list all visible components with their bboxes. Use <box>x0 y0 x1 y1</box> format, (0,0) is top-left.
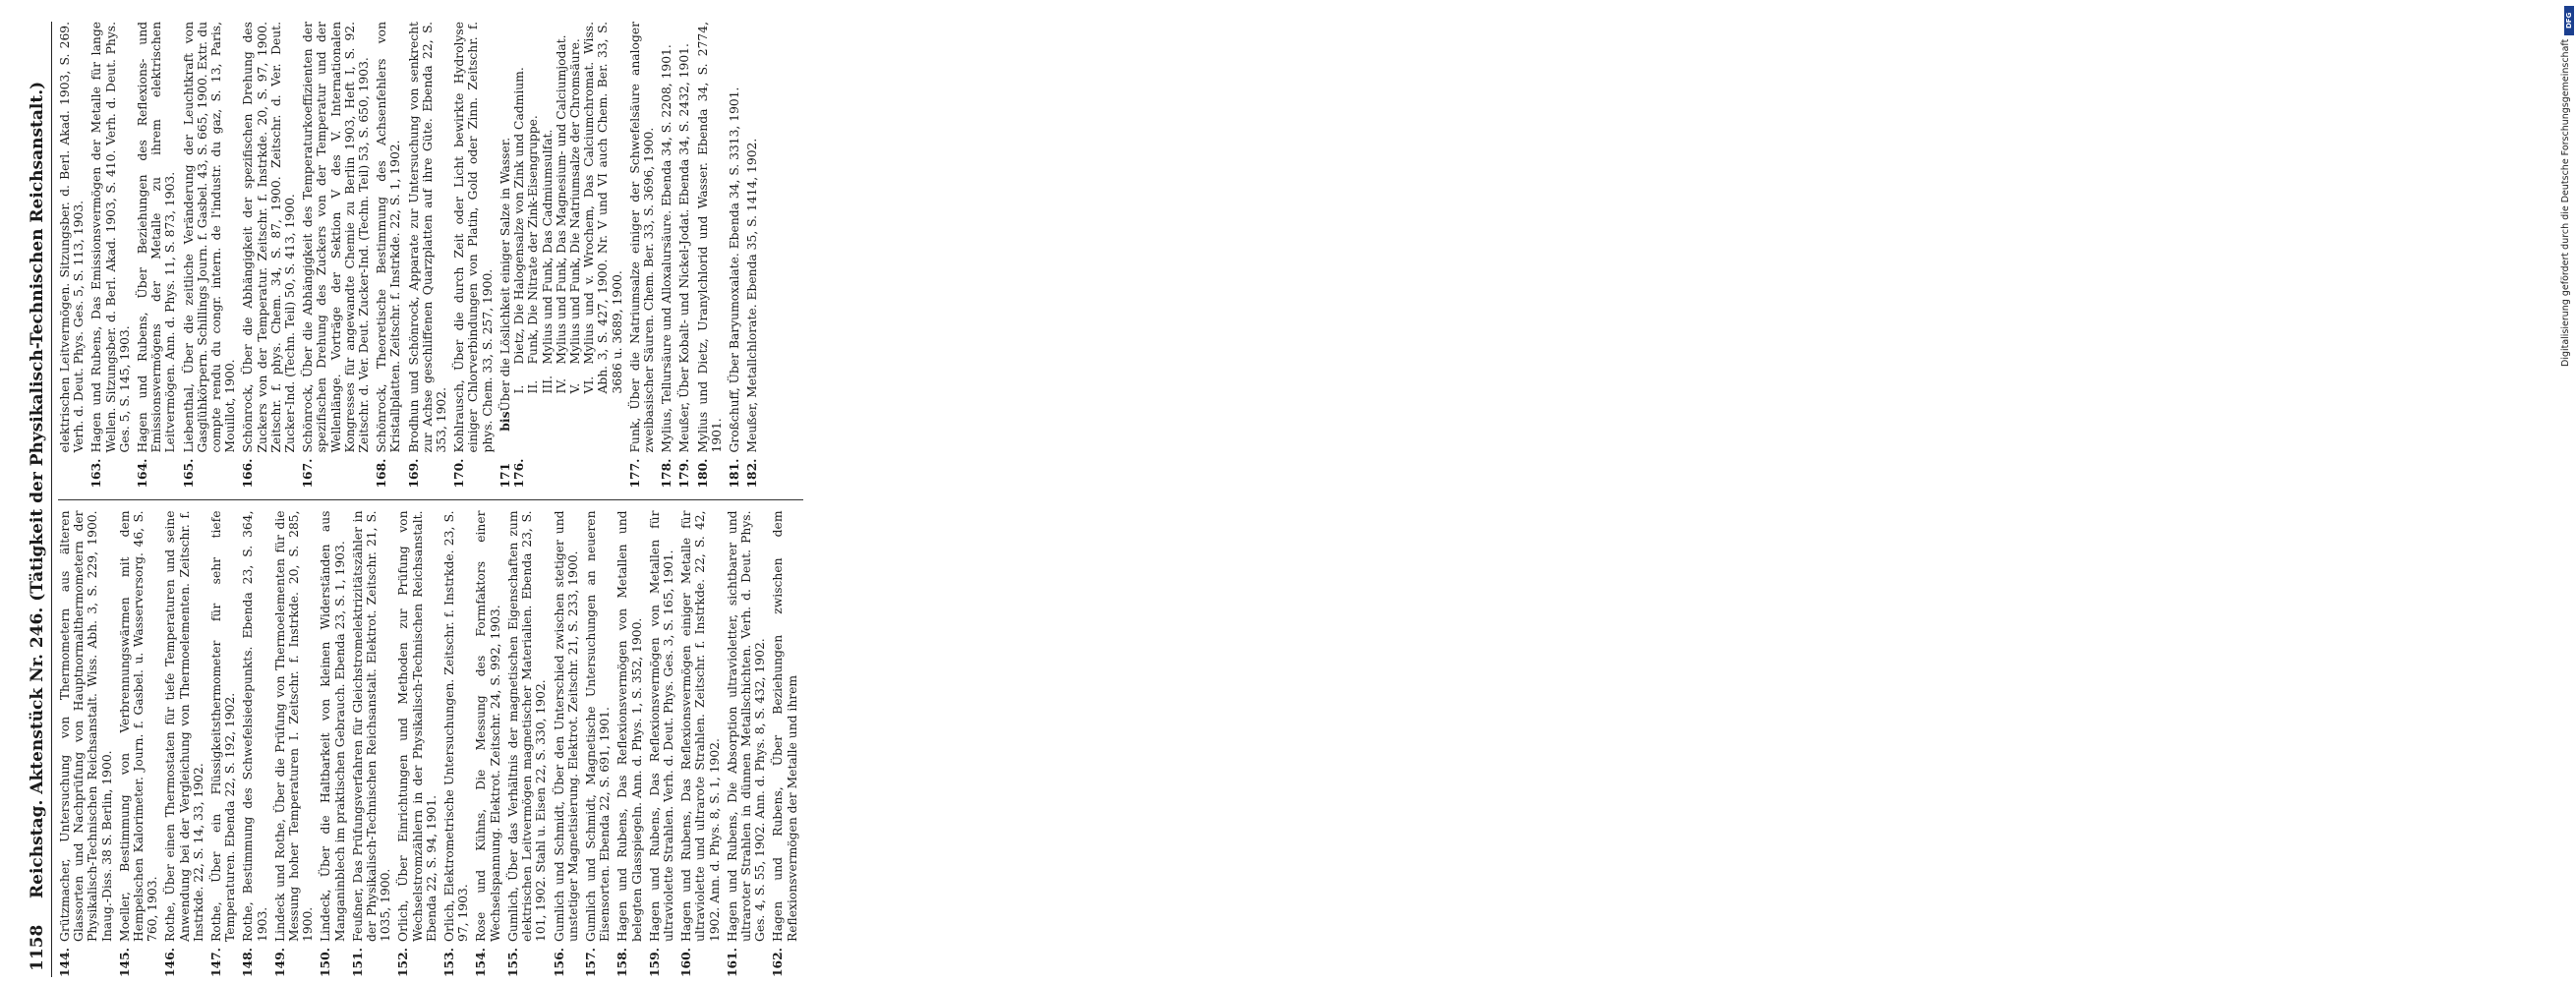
entry-number: 153. <box>441 948 457 977</box>
bibliography-entry <box>319 511 346 978</box>
entry-number: 166. <box>240 458 256 489</box>
bibliography-entry <box>745 22 759 489</box>
digitization-credit: Digitalisierung gefördert durch die Deutsche Forschungsgemeinschaft <box>2560 39 2571 368</box>
entry-citation: Hagen und Rubens, Über Beziehungen des Reflexions- und Emissionsvermögens der Metalle zu ihrem elektrischen Leitvermögen. Ann. d. Phys. 11, S. 873, 1903. <box>136 22 178 453</box>
entry-text <box>728 22 741 453</box>
entry-number: 144. <box>57 948 72 977</box>
entry-number: 157. <box>582 948 598 977</box>
sub-entry <box>512 22 526 412</box>
entry-citation: Hagen und Rubens, Das Emissionsvermögen der Metalle für lange Wellen. Sitzungsber. d. Berl. Akad. 1903, S. 410. Verh. d. Deut. Phys. Ges. 5, S. 145, 1903. <box>89 22 132 453</box>
entry-citation: Hagen und Rubens, Die Absorption ultravioletter, sichtbarer und ultraroter Strahlen in dünnen Metallschichten. Verh. d. Deut. Phys. Ges. 4, S. 55, 1902. Ann. d. Phys. 8, S. 432, 1902. <box>725 510 768 942</box>
entry-text <box>301 22 371 453</box>
entry-number: 145. <box>116 948 132 977</box>
entry-citation: Meußer, Metallchlorate. Ebenda 35, S. 1414, 1902. <box>745 138 760 453</box>
entry-citation: Kohlrausch, Über die durch Zeit oder Licht bewirkte Hydrolyse einiger Chlorverbindungen von Platin, Gold oder Zinn. Zeitschr. f. phys. Chem. 33, S. 257, 1900. <box>452 22 495 453</box>
entry-number: 156. <box>551 948 566 977</box>
bibliography-entry <box>118 511 160 978</box>
bibliography-entry <box>273 511 316 978</box>
entry-text <box>163 511 205 943</box>
entry-number: 164. <box>135 458 150 489</box>
sub-entry-text: Dietz, Die Halogensalze von Zink und Cadmium. <box>512 67 527 365</box>
bibliography-entry <box>696 22 724 489</box>
entry-text <box>58 22 86 453</box>
entry-number: 167. <box>300 458 316 489</box>
dfg-logo: DFG <box>2564 6 2574 35</box>
bibliography-entry <box>241 22 297 489</box>
entry-text <box>726 511 768 943</box>
entry-number: 159. <box>646 948 662 977</box>
entry-number: 158. <box>615 948 630 977</box>
entry-text <box>506 511 549 943</box>
entry-number: 155. <box>504 948 520 977</box>
entry-citation: Mylius, Tellursäure und Alloxalursäure. Ebenda 34, S. 2208, 1901. <box>660 44 674 453</box>
bibliography-entry <box>771 511 798 978</box>
sub-entry-numeral: IV. <box>554 378 568 394</box>
entry-text <box>696 22 724 453</box>
bibliography-entry <box>726 511 768 978</box>
bibliography-entry <box>615 511 643 978</box>
bibliography-entry <box>506 511 549 978</box>
entry-text <box>660 22 673 453</box>
entry-text <box>273 511 316 943</box>
entry-citation: Gumlich, Über das Verhältnis der magnetischen Eigenschaften zum elektrischen Leitvermögen magnetischer Materialien. Ebenda 23, S. 101, 1902. Stahl u. Eisen 22, S. 330, 1902. <box>505 510 549 942</box>
bibliography-entry <box>301 22 371 489</box>
bibliography-entry <box>628 22 656 489</box>
entry-number: 169. <box>405 458 421 489</box>
bibliography-entry <box>182 22 238 489</box>
sub-entry <box>541 22 555 412</box>
entry-citation: Hagen und Rubens, Das Reflexionsvermögen von Metallen und belegten Glasspiegeln. Ann. d. Phys. 1, S. 352, 1900. <box>615 510 644 942</box>
entry-number: 162. <box>770 948 786 977</box>
entry-citation: Orlich, Über Einrichtungen und Methoden zur Prüfung von Wechselstromzählern in der Physikalisch-Technischen Reichsanstalt. Ebenda 22, S. 94, 1901. <box>396 510 439 942</box>
entry-citation: Hagen und Rubens, Über Beziehungen zwischen dem Reflexionsvermögen der Metalle und ihrem <box>771 510 799 942</box>
bibliography-entry <box>452 22 495 489</box>
entry-citation: Rothe, Über ein Flüssigkeitsthermometer für sehr tiefe Temperaturen. Ebenda 22, S. 192, 1902. <box>209 510 238 942</box>
entry-text <box>396 511 439 943</box>
entry-citation: Hagen und Rubens, Das Reflexionsvermögen von Metallen für ultraviolette Strahlen. Verh. d. Deut. Phys. Ges. 3, S. 165, 1901. <box>647 510 675 942</box>
entry-citation: Liebenthal, Über die zeitliche Veränderung der Leuchtkraft von Gasglühkörpern. Schillings Journ. f. Gasbel. 43, S. 665, 1900. Extr. du compte rendu du congr. intern. de l'industr. du gaz, S. 13, Paris, Mouillot, 1900. <box>181 22 238 453</box>
sub-entry <box>582 22 624 412</box>
entry-citation: Grützmacher, Untersuchung von Thermometern aus älteren Glassorten und Nachprüfung von Hauptnormalthermometern der Physikalisch-Technischen Reichsanstalt. Wiss. Abh. 3, S. 229, 1900. Inaug.-Diss. 38 S. Berlin, 1900. <box>58 510 114 942</box>
bibliography-entry <box>553 511 580 978</box>
entry-number: 177. <box>626 458 642 489</box>
bibliography-entry <box>584 511 612 978</box>
credit-strip <box>1276 0 2573 983</box>
entry-text <box>89 22 132 453</box>
sub-entry-text: Mylius und v. Wrochem, Das Calciumchromat. Wiss. Abh. 3, S. 427, 1900. Nr. V und VI auch Chem. Ber. 33, S. 3686 u. 3689, 1900. <box>582 22 624 394</box>
entry-citation: Feußner, Das Prüfungsverfahren für Gleichstromelektrizitätszähler in der Physikalisch-Technischen Reichsanstalt. Elektrot. Zeitschr. 21, S. 1035, 1900. <box>350 510 393 942</box>
entry-number: 179. <box>676 458 692 489</box>
bibliography-entry <box>136 22 178 489</box>
bibliography-entry <box>660 22 673 489</box>
sub-entry-numeral: III. <box>540 376 555 394</box>
bibliography-entry <box>351 511 393 978</box>
sub-entry-numeral: V. <box>567 382 582 394</box>
entry-text <box>136 22 178 453</box>
page-title: Reichstag. Aktenstück Nr. 246. (Tätigkeit der Physikalisch-Technischen Reichsanstalt.) <box>28 81 47 898</box>
entry-text <box>58 511 114 943</box>
entry-citation: elektrischen Leitvermögen. Sitzungsber. d. Berl. Akad. 1903, S. 269. Verh. d. Deut. Phys. Ges. 5, S. 113, 1903. <box>58 22 87 453</box>
sub-entry <box>526 22 540 412</box>
entry-number: 147. <box>208 948 224 977</box>
entry-text <box>677 22 691 453</box>
entry-citation: Großchuff, Über Baryumoxalate. Ebenda 34, S. 3313, 1901. <box>727 87 741 453</box>
bibliography-entry <box>728 22 741 489</box>
bibliography-entry <box>648 511 675 978</box>
entry-text <box>319 511 346 943</box>
entry-number: 182. <box>744 458 760 489</box>
entry-number: 146. <box>162 948 178 977</box>
entry-text <box>648 511 675 943</box>
entry-citation: Schönrock, Theoretische Bestimmung des Achsenfehlers von Kristallplatten. Zeitschr. f. Instrkde. 22, S. 1, 1902. <box>375 22 403 453</box>
entry-citation: Lindeck und Rothe, Über die Prüfung von Thermoelementen für die Messung hoher Temperaturen I. Zeitschr. f. Instrkde. 20, S. 285, 1900. <box>272 510 316 942</box>
entry-text <box>351 511 393 943</box>
entry-text <box>182 22 238 453</box>
bibliography-entry <box>241 511 268 978</box>
left-column <box>58 500 803 978</box>
entry-citation: Rothe, Bestimmung des Schwefelsiedepunkts. Ebenda 23, S. 364, 1903. <box>241 510 269 942</box>
sub-entry <box>555 22 568 412</box>
entry-text <box>209 511 237 943</box>
entry-number: 170. <box>451 458 467 489</box>
entry-number: 165. <box>180 458 196 489</box>
page-header <box>20 22 52 977</box>
bibliography-entry <box>209 511 237 978</box>
sub-entry-numeral: VI. <box>582 376 597 394</box>
page-number: 1158 <box>28 924 47 971</box>
bibliography-entry <box>58 22 86 489</box>
entry-citation: Hagen und Rubens, Das Reflexionsvermögen einiger Metalle für ultraviolette und ultrarote Strahlen. Zeitschr. f. Instrkde. 22, S. 42, 1902. Ann. d. Phys. 8, S. 1, 1902. <box>679 510 722 942</box>
entry-citation: Funk, Über die Natriumsalze einiger der Schwefelsäure analoger zweibasischer Säuren. Chem. Ber. 33, S. 3696, 1900. <box>627 22 656 453</box>
sub-entry-text: Funk, Die Nitrate der Zink-Eisengruppe. <box>526 115 541 365</box>
entry-number: 171 bis 176. <box>497 411 527 489</box>
entry-citation: Rothe, Über einen Thermostaten für tiefe Temperaturen und seine Anwendung bei der Vergleichung von Thermoelementen. Zeitschr. f. Instrkde. 22, S. 14, 33, 1902. <box>163 510 205 942</box>
sub-entry <box>568 22 582 412</box>
right-column <box>58 22 803 489</box>
bibliography-entry <box>442 511 470 978</box>
entry-text <box>615 511 643 943</box>
entry-citation: Moeller, Bestimmung von Verbrennungswärmen mit dem Hempelschen Kalorimeter. Journ. f. Gasbel. u. Wasserversorg. 46, S. 760, 1903. <box>117 510 160 942</box>
entry-text <box>452 22 495 453</box>
entry-number: 163. <box>88 458 104 489</box>
entry-citation: Gumlich und Schmidt, Magnetische Untersuchungen an neueren Eisensorten. Ebenda 22, S. 691, 1901. <box>583 510 613 942</box>
sub-entry-text: Mylius und Funk, Die Natriumsalze der Chromsäure. <box>567 38 582 365</box>
entry-number: 151. <box>349 948 365 977</box>
entry-text <box>745 22 759 453</box>
entry-citation: Lindeck, Über die Haltbarkeit von kleinen Widerständen aus Manganinblech im praktischen Gebrauch. Ebenda 23, S. 1, 1903. <box>319 510 347 942</box>
entry-citation: Schönrock, Über die Abhängigkeit der spezifischen Drehung des Zuckers von der Temperatur. Zeitschr. f. Instrkde. 20, S. 97, 1900. Zeitschr. f. phys. Chem. 34, S. 87, 1900. Zeitschr. d. Ver. Deut. Zucker-Ind. (Techn. Teil) 50, S. 413, 1900. <box>241 22 298 453</box>
entry-text <box>498 22 624 412</box>
entry-number: 180. <box>694 458 710 489</box>
bibliography-entry <box>375 22 402 489</box>
entry-citation: Rose und Kühns, Die Messung des Formfaktors einer Wechselspannung. Elektrot. Zeitschr. 24, S. 992, 1903. <box>474 510 502 942</box>
entry-text <box>679 511 722 943</box>
entry-text <box>474 511 501 943</box>
entry-number: 152. <box>395 948 411 977</box>
document-page <box>20 22 1209 977</box>
bibliography-entry <box>679 511 722 978</box>
bibliography-entry <box>474 511 501 978</box>
entry-number: 148. <box>240 948 256 977</box>
entry-text <box>375 22 402 453</box>
entry-text <box>118 511 160 943</box>
entry-text <box>241 22 297 453</box>
entry-text <box>628 22 656 453</box>
entry-citation: Mylius und Dietz, Uranylchlorid und Wasser. Ebenda 34, S. 2774, 1901. <box>695 22 724 453</box>
bibliography-entry <box>407 22 449 489</box>
entry-number: 160. <box>678 948 694 977</box>
entry-number: 168. <box>374 458 389 489</box>
sub-entry-text: Mylius und Funk, Das Cadmiumsulfat. <box>540 129 555 365</box>
entry-number: 149. <box>271 948 287 977</box>
entry-text <box>553 511 580 943</box>
entry-number: 154. <box>473 948 489 977</box>
entry-number: 181. <box>726 458 741 489</box>
entry-text <box>442 511 470 943</box>
entry-number: 178. <box>659 458 674 489</box>
entry-number: 150. <box>318 948 333 977</box>
entry-citation: Orlich, Elektrometrische Untersuchungen. Zeitschr. f. Instrkde. 23, S. 97, 1903. <box>442 510 471 942</box>
sub-entry-numeral: I. <box>512 384 527 394</box>
sub-entry-numeral: II. <box>526 379 541 394</box>
entry-text <box>407 22 449 453</box>
bibliography-entry <box>89 22 132 489</box>
bibliography-entry <box>677 22 691 489</box>
bibliography-entry <box>163 511 205 978</box>
entry-citation: Brodhun und Schönrock, Apparate zur Untersuchung von senkrecht zur Achse geschliffenen Quarzplatten auf ihre Güte. Ebenda 22, S. 353, 1902. <box>406 22 449 453</box>
entry-number: 161. <box>724 948 739 977</box>
entry-text <box>584 511 612 943</box>
entry-citation: Schönrock, Über die Abhängigkeit des Temperaturkoeffizienten der spezifischen Drehung des Zuckers von der Temperatur und der Wellenlänge. Vorträge der Sektion V des V. Internationalen Kongresses für angewandte Chemie zu Berlin 1903, Heft I, S. 92. Zeitschr. d. Ver. Deut. Zucker-Ind. (Techn. Teil) 53, S. 650, 1903. <box>301 22 372 453</box>
entry-text <box>241 511 268 943</box>
entry-citation: Meußer, Über Kobalt- und Nickel-Jodat. Ebenda 34, S. 2432, 1901. <box>677 43 692 453</box>
entry-citation: Gumlich und Schmidt, Über den Unterschied zwischen stetiger und unstetiger Magnetisierung. Elektrot. Zeitschr. 21, S. 233, 1900. <box>552 510 580 942</box>
bibliography-entry <box>58 511 114 978</box>
bibliography-entry <box>396 511 439 978</box>
entry-number <box>58 453 86 489</box>
entry-text <box>771 511 798 943</box>
entry-citation: Über die Löslichkeit einiger Salze in Wasser. <box>498 137 512 412</box>
bibliography-entry <box>498 22 624 489</box>
sub-entry-text: Mylius und Funk, Das Magnesium- und Calciumjodat. <box>554 34 568 365</box>
